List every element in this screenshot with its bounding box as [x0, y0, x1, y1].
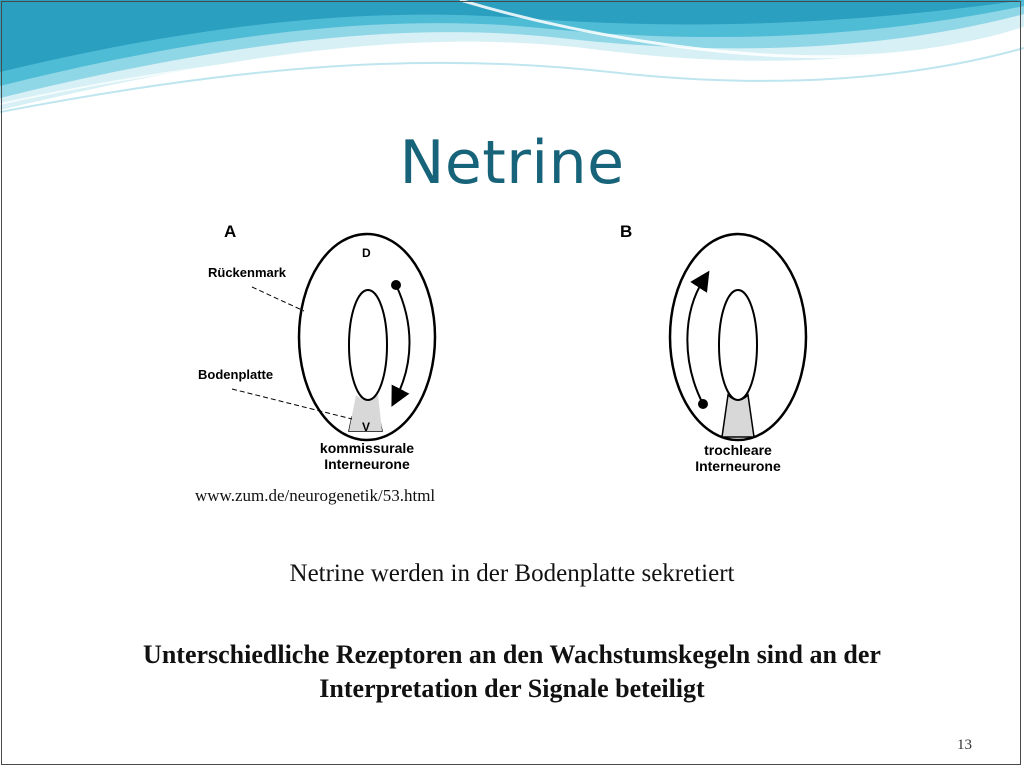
source-link[interactable]: www.zum.de/neurogenetik/53.html: [195, 486, 436, 505]
statement-text: Netrine werden in der Bodenplatte sekretiert: [289, 560, 735, 587]
slide-title: Netrine: [399, 128, 625, 198]
floor-plate-pointer: [232, 389, 352, 419]
central-canal-b: [719, 290, 757, 400]
trochlear-axon-arrow: [687, 279, 704, 404]
floor-plate-label: Bodenplatte: [198, 367, 274, 382]
panel-b-caption-line1: trochleare: [704, 442, 772, 458]
ventral-label: V: [362, 420, 371, 434]
central-canal: [349, 290, 387, 400]
header-wave-decoration: [0, 0, 1024, 120]
dorsal-label: D: [362, 246, 371, 260]
panel-a: [198, 222, 435, 472]
floor-plate-b: [722, 395, 754, 437]
commissural-axon-arrow: [396, 285, 410, 398]
bold-statement-text: Unterschiedliche Rezeptoren an den Wachstumskegeln sind an der Interpretation der Signale beteiligt: [143, 640, 881, 703]
spinal-cord-pointer: [252, 287, 304, 311]
panel-b: [620, 222, 806, 474]
panel-b-caption-line2: Interneurone: [695, 458, 781, 474]
spinal-cord-label: Rückenmark: [208, 265, 287, 280]
panel-b-letter: B: [620, 222, 633, 241]
netrin-diagram: [192, 213, 818, 483]
panel-a-letter: A: [224, 222, 237, 241]
page-number: 13: [957, 737, 972, 753]
neural-tube-diagram-svg: [192, 213, 818, 483]
panel-a-caption-line2: Interneurone: [324, 456, 410, 472]
panel-a-caption-line1: kommissurale: [319, 440, 415, 456]
